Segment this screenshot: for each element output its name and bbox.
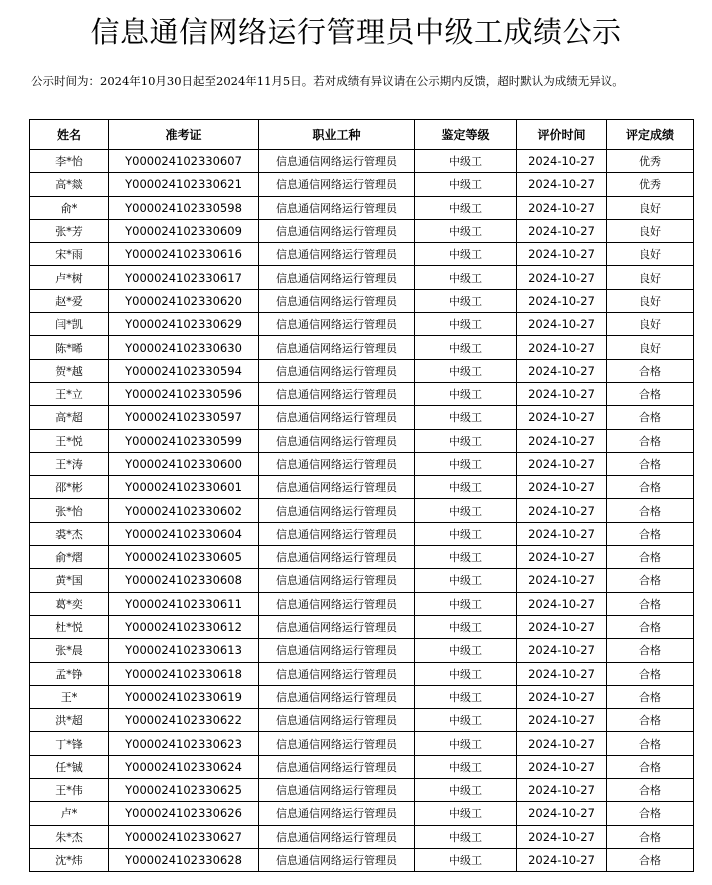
table-row	[30, 522, 694, 545]
cell-level: 中级工	[415, 569, 517, 592]
cell-name: 俞*	[30, 196, 109, 219]
cell-grade: 合格	[607, 848, 694, 871]
cell-exam-id: Y000024102330605	[109, 546, 259, 569]
cell-name: 黄*国	[30, 569, 109, 592]
cell-exam-id: Y000024102330622	[109, 709, 259, 732]
cell-level: 中级工	[415, 709, 517, 732]
cell-exam-id: Y000024102330601	[109, 476, 259, 499]
cell-level: 中级工	[415, 173, 517, 196]
cell-grade: 良好	[607, 289, 694, 312]
cell-grade: 合格	[607, 522, 694, 545]
cell-name: 张*怡	[30, 499, 109, 522]
cell-grade: 合格	[607, 709, 694, 732]
cell-occupation: 信息通信网络运行管理员	[259, 266, 415, 289]
cell-exam-id: Y000024102330618	[109, 662, 259, 685]
cell-exam-id: Y000024102330613	[109, 639, 259, 662]
cell-name: 杜*悦	[30, 615, 109, 638]
cell-exam-id: Y000024102330630	[109, 336, 259, 359]
cell-exam-id: Y000024102330609	[109, 219, 259, 242]
cell-occupation: 信息通信网络运行管理员	[259, 662, 415, 685]
cell-exam-id: Y000024102330597	[109, 406, 259, 429]
cell-occupation: 信息通信网络运行管理员	[259, 429, 415, 452]
table-row	[30, 685, 694, 708]
cell-eval-date: 2024-10-27	[517, 825, 607, 848]
cell-name: 王*	[30, 685, 109, 708]
cell-level: 中级工	[415, 848, 517, 871]
cell-exam-id: Y000024102330629	[109, 313, 259, 336]
cell-grade: 合格	[607, 662, 694, 685]
cell-occupation: 信息通信网络运行管理员	[259, 522, 415, 545]
cell-level: 中级工	[415, 452, 517, 475]
cell-grade: 合格	[607, 802, 694, 825]
cell-name: 赵*爱	[30, 289, 109, 312]
cell-exam-id: Y000024102330628	[109, 848, 259, 871]
cell-name: 俞*熠	[30, 546, 109, 569]
table-row	[30, 382, 694, 405]
table-row	[30, 173, 694, 196]
table-body	[30, 150, 694, 872]
cell-level: 中级工	[415, 219, 517, 242]
cell-occupation: 信息通信网络运行管理员	[259, 452, 415, 475]
cell-occupation: 信息通信网络运行管理员	[259, 173, 415, 196]
cell-grade: 合格	[607, 429, 694, 452]
table-row	[30, 662, 694, 685]
cell-eval-date: 2024-10-27	[517, 639, 607, 662]
table-row	[30, 476, 694, 499]
cell-eval-date: 2024-10-27	[517, 522, 607, 545]
cell-eval-date: 2024-10-27	[517, 359, 607, 382]
cell-occupation: 信息通信网络运行管理员	[259, 615, 415, 638]
cell-exam-id: Y000024102330619	[109, 685, 259, 708]
table-row	[30, 569, 694, 592]
cell-level: 中级工	[415, 779, 517, 802]
page-title: 信息通信网络运行管理员中级工成绩公示	[90, 15, 622, 49]
cell-occupation: 信息通信网络运行管理员	[259, 289, 415, 312]
cell-eval-date: 2024-10-27	[517, 476, 607, 499]
cell-eval-date: 2024-10-27	[517, 848, 607, 871]
cell-name: 张*晨	[30, 639, 109, 662]
table-row	[30, 825, 694, 848]
cell-occupation: 信息通信网络运行管理员	[259, 150, 415, 173]
cell-grade: 良好	[607, 266, 694, 289]
cell-eval-date: 2024-10-27	[517, 615, 607, 638]
cell-eval-date: 2024-10-27	[517, 313, 607, 336]
cell-name: 张*芳	[30, 219, 109, 242]
cell-level: 中级工	[415, 289, 517, 312]
cell-grade: 合格	[607, 755, 694, 778]
cell-level: 中级工	[415, 359, 517, 382]
cell-occupation: 信息通信网络运行管理员	[259, 196, 415, 219]
cell-exam-id: Y000024102330604	[109, 522, 259, 545]
cell-eval-date: 2024-10-27	[517, 336, 607, 359]
cell-occupation: 信息通信网络运行管理员	[259, 359, 415, 382]
cell-level: 中级工	[415, 592, 517, 615]
cell-occupation: 信息通信网络运行管理员	[259, 709, 415, 732]
cell-occupation: 信息通信网络运行管理员	[259, 779, 415, 802]
table-row	[30, 546, 694, 569]
table-row	[30, 615, 694, 638]
cell-eval-date: 2024-10-27	[517, 289, 607, 312]
cell-eval-date: 2024-10-27	[517, 499, 607, 522]
cell-level: 中级工	[415, 406, 517, 429]
table-row	[30, 359, 694, 382]
table-row	[30, 639, 694, 662]
cell-exam-id: Y000024102330616	[109, 243, 259, 266]
header-grade: 评定成绩	[607, 120, 694, 150]
cell-exam-id: Y000024102330612	[109, 615, 259, 638]
cell-level: 中级工	[415, 802, 517, 825]
cell-occupation: 信息通信网络运行管理员	[259, 546, 415, 569]
cell-grade: 良好	[607, 336, 694, 359]
table-row	[30, 848, 694, 871]
cell-eval-date: 2024-10-27	[517, 150, 607, 173]
cell-occupation: 信息通信网络运行管理员	[259, 382, 415, 405]
notice-text: 公示时间为：2024年10月30日起至2024年11月5日。若对成绩有异议请在公示期内反馈，超时默认为成绩无异议。	[31, 74, 624, 88]
cell-occupation: 信息通信网络运行管理员	[259, 592, 415, 615]
cell-name: 裘*杰	[30, 522, 109, 545]
cell-exam-id: Y000024102330598	[109, 196, 259, 219]
cell-grade: 优秀	[607, 150, 694, 173]
cell-grade: 合格	[607, 499, 694, 522]
cell-exam-id: Y000024102330611	[109, 592, 259, 615]
cell-name: 任*铖	[30, 755, 109, 778]
cell-level: 中级工	[415, 150, 517, 173]
cell-grade: 合格	[607, 382, 694, 405]
cell-grade: 合格	[607, 732, 694, 755]
cell-eval-date: 2024-10-27	[517, 755, 607, 778]
cell-occupation: 信息通信网络运行管理员	[259, 243, 415, 266]
cell-name: 卢*树	[30, 266, 109, 289]
table-row	[30, 150, 694, 173]
cell-level: 中级工	[415, 429, 517, 452]
cell-grade: 合格	[607, 452, 694, 475]
cell-name: 高*燚	[30, 173, 109, 196]
cell-eval-date: 2024-10-27	[517, 406, 607, 429]
cell-eval-date: 2024-10-27	[517, 662, 607, 685]
cell-name: 洪*超	[30, 709, 109, 732]
cell-occupation: 信息通信网络运行管理员	[259, 802, 415, 825]
cell-occupation: 信息通信网络运行管理员	[259, 732, 415, 755]
cell-occupation: 信息通信网络运行管理员	[259, 336, 415, 359]
cell-grade: 合格	[607, 592, 694, 615]
cell-level: 中级工	[415, 243, 517, 266]
table-row	[30, 196, 694, 219]
cell-eval-date: 2024-10-27	[517, 219, 607, 242]
cell-name: 李*怡	[30, 150, 109, 173]
cell-occupation: 信息通信网络运行管理员	[259, 639, 415, 662]
cell-name: 陈*晞	[30, 336, 109, 359]
cell-grade: 良好	[607, 313, 694, 336]
cell-eval-date: 2024-10-27	[517, 196, 607, 219]
table-row	[30, 406, 694, 429]
cell-level: 中级工	[415, 382, 517, 405]
cell-level: 中级工	[415, 662, 517, 685]
table-row	[30, 219, 694, 242]
cell-grade: 合格	[607, 546, 694, 569]
cell-eval-date: 2024-10-27	[517, 243, 607, 266]
header-occupation: 职业工种	[259, 120, 415, 150]
cell-grade: 合格	[607, 685, 694, 708]
cell-occupation: 信息通信网络运行管理员	[259, 499, 415, 522]
cell-exam-id: Y000024102330627	[109, 825, 259, 848]
cell-level: 中级工	[415, 755, 517, 778]
cell-grade: 良好	[607, 196, 694, 219]
cell-eval-date: 2024-10-27	[517, 546, 607, 569]
table-header-row	[30, 120, 694, 150]
cell-level: 中级工	[415, 476, 517, 499]
table-row	[30, 289, 694, 312]
cell-exam-id: Y000024102330596	[109, 382, 259, 405]
cell-eval-date: 2024-10-27	[517, 382, 607, 405]
cell-name: 王*立	[30, 382, 109, 405]
cell-grade: 合格	[607, 476, 694, 499]
cell-exam-id: Y000024102330617	[109, 266, 259, 289]
table-row	[30, 732, 694, 755]
cell-level: 中级工	[415, 615, 517, 638]
cell-level: 中级工	[415, 196, 517, 219]
cell-level: 中级工	[415, 825, 517, 848]
cell-grade: 合格	[607, 569, 694, 592]
cell-exam-id: Y000024102330607	[109, 150, 259, 173]
cell-exam-id: Y000024102330620	[109, 289, 259, 312]
cell-exam-id: Y000024102330626	[109, 802, 259, 825]
cell-occupation: 信息通信网络运行管理员	[259, 685, 415, 708]
cell-eval-date: 2024-10-27	[517, 732, 607, 755]
cell-grade: 合格	[607, 779, 694, 802]
cell-grade: 合格	[607, 359, 694, 382]
cell-exam-id: Y000024102330599	[109, 429, 259, 452]
cell-grade: 良好	[607, 243, 694, 266]
header-level: 鉴定等级	[415, 120, 517, 150]
cell-level: 中级工	[415, 639, 517, 662]
table-row	[30, 755, 694, 778]
cell-eval-date: 2024-10-27	[517, 779, 607, 802]
cell-grade: 合格	[607, 639, 694, 662]
cell-exam-id: Y000024102330621	[109, 173, 259, 196]
cell-level: 中级工	[415, 266, 517, 289]
cell-occupation: 信息通信网络运行管理员	[259, 313, 415, 336]
header-name: 姓名	[30, 120, 109, 150]
cell-grade: 合格	[607, 406, 694, 429]
table-row	[30, 336, 694, 359]
table-row	[30, 429, 694, 452]
cell-name: 邵*彬	[30, 476, 109, 499]
cell-name: 王*悦	[30, 429, 109, 452]
cell-name: 卢*	[30, 802, 109, 825]
cell-name: 闫*凯	[30, 313, 109, 336]
cell-level: 中级工	[415, 336, 517, 359]
cell-eval-date: 2024-10-27	[517, 429, 607, 452]
cell-occupation: 信息通信网络运行管理员	[259, 825, 415, 848]
cell-eval-date: 2024-10-27	[517, 452, 607, 475]
cell-level: 中级工	[415, 313, 517, 336]
table-row	[30, 592, 694, 615]
cell-name: 王*涛	[30, 452, 109, 475]
cell-name: 王*伟	[30, 779, 109, 802]
cell-level: 中级工	[415, 546, 517, 569]
table-row	[30, 709, 694, 732]
cell-name: 高*超	[30, 406, 109, 429]
cell-eval-date: 2024-10-27	[517, 266, 607, 289]
cell-eval-date: 2024-10-27	[517, 569, 607, 592]
cell-grade: 良好	[607, 219, 694, 242]
cell-eval-date: 2024-10-27	[517, 685, 607, 708]
cell-occupation: 信息通信网络运行管理员	[259, 569, 415, 592]
cell-exam-id: Y000024102330623	[109, 732, 259, 755]
cell-eval-date: 2024-10-27	[517, 173, 607, 196]
table-row	[30, 802, 694, 825]
table-row	[30, 452, 694, 475]
cell-exam-id: Y000024102330625	[109, 779, 259, 802]
table-row	[30, 499, 694, 522]
cell-level: 中级工	[415, 499, 517, 522]
cell-name: 朱*杰	[30, 825, 109, 848]
cell-exam-id: Y000024102330594	[109, 359, 259, 382]
results-table	[29, 119, 694, 872]
table-row	[30, 313, 694, 336]
cell-grade: 合格	[607, 615, 694, 638]
cell-occupation: 信息通信网络运行管理员	[259, 755, 415, 778]
table-row	[30, 266, 694, 289]
header-exam-id: 准考证	[109, 120, 259, 150]
cell-eval-date: 2024-10-27	[517, 802, 607, 825]
table-row	[30, 779, 694, 802]
header-eval-date: 评价时间	[517, 120, 607, 150]
cell-grade: 优秀	[607, 173, 694, 196]
cell-occupation: 信息通信网络运行管理员	[259, 406, 415, 429]
cell-name: 丁*锋	[30, 732, 109, 755]
cell-name: 沈*炜	[30, 848, 109, 871]
cell-name: 宋*雨	[30, 243, 109, 266]
cell-exam-id: Y000024102330600	[109, 452, 259, 475]
cell-exam-id: Y000024102330624	[109, 755, 259, 778]
cell-level: 中级工	[415, 685, 517, 708]
cell-occupation: 信息通信网络运行管理员	[259, 848, 415, 871]
cell-name: 葛*奕	[30, 592, 109, 615]
cell-level: 中级工	[415, 732, 517, 755]
cell-name: 贺*越	[30, 359, 109, 382]
cell-exam-id: Y000024102330602	[109, 499, 259, 522]
table-row	[30, 243, 694, 266]
cell-occupation: 信息通信网络运行管理员	[259, 219, 415, 242]
cell-name: 孟*铮	[30, 662, 109, 685]
cell-level: 中级工	[415, 522, 517, 545]
cell-exam-id: Y000024102330608	[109, 569, 259, 592]
cell-occupation: 信息通信网络运行管理员	[259, 476, 415, 499]
cell-eval-date: 2024-10-27	[517, 709, 607, 732]
cell-eval-date: 2024-10-27	[517, 592, 607, 615]
cell-grade: 合格	[607, 825, 694, 848]
